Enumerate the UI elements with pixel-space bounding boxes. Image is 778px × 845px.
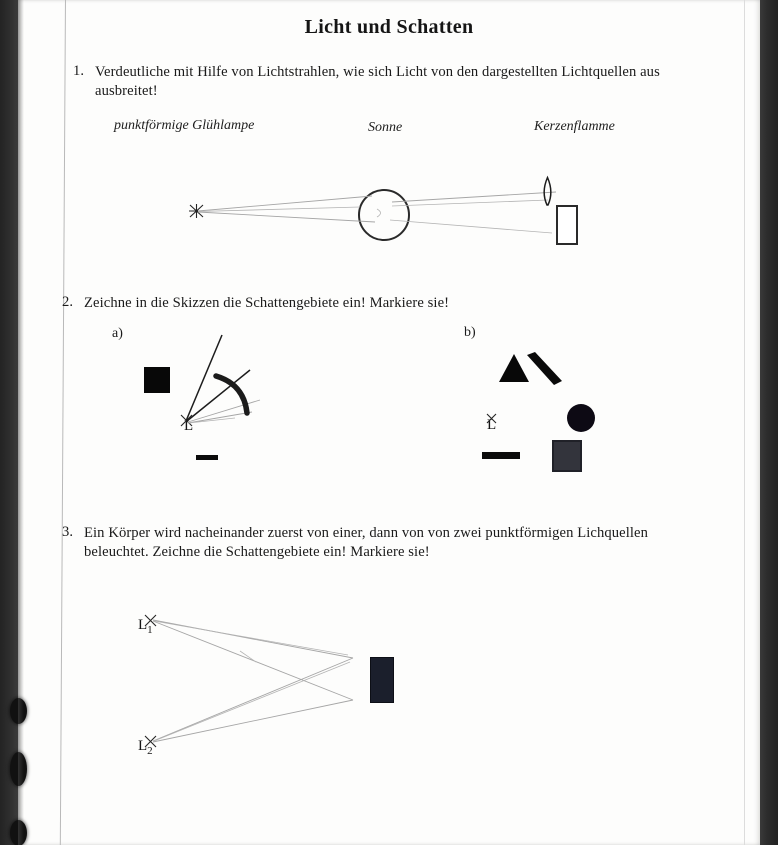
task-2-subpart-a-label: a) [112,326,123,341]
page-title: Licht und Schatten [304,16,474,38]
caption-sonne: Sonne [368,120,403,135]
hole-punch [10,820,27,845]
shape-bar-a [196,455,218,460]
hole-punch [10,698,27,724]
l2-letter: L [138,738,148,754]
shape-square-a [144,367,170,393]
task-2-text [62,294,644,313]
l1-subscript: 1 [147,624,153,636]
task-1-number: 1. [73,63,85,79]
worksheet-paper [18,0,760,845]
l2-subscript: 2 [147,745,153,757]
margin-rule [60,0,66,845]
shape-bar-b [482,452,520,459]
scanner-shadow-right [760,0,778,845]
light-source-label-b: L [487,417,497,433]
shape-circle-b [567,404,595,432]
task-3-number: 3. [62,524,74,540]
shape-body-task3 [370,657,394,703]
light-source-label-l1 [138,617,153,636]
sheet-edge-right [744,0,745,845]
task-1-body: Verdeutliche mit Hilfe von Lichtstrahlen, wie sich Licht von den dargestellten Lichtquellen aus ausbreitet! [95,64,660,99]
light-source-label-l2 [138,738,153,757]
caption-kerzenflamme: Kerzenflamme [534,119,615,134]
caption-punktfoermige-gluehlampe: punktförmige Glühlampe [114,118,255,133]
task-3-text [62,524,684,562]
task-2-subpart-b-label: b) [464,325,476,340]
task-2-number: 2. [62,294,74,310]
sun-circle [358,189,410,241]
light-source-label-a: L [184,418,194,434]
task-1-text [73,63,678,101]
task-3-body: Ein Körper wird nacheinander zuerst von einer, dann von von zwei punktförmigen Lichquellen beleuchtet. Zeichne die Schattengebiete ein! Markiere sie! [84,525,649,560]
task-2-body: Zeichne in die Skizzen die Schattengebiete ein! Markiere sie! [84,295,450,311]
shape-square-b [552,440,582,472]
shape-triangle-b [499,354,529,382]
hole-punch [10,752,27,786]
candle-body [556,205,578,245]
l1-letter: L [138,617,148,633]
